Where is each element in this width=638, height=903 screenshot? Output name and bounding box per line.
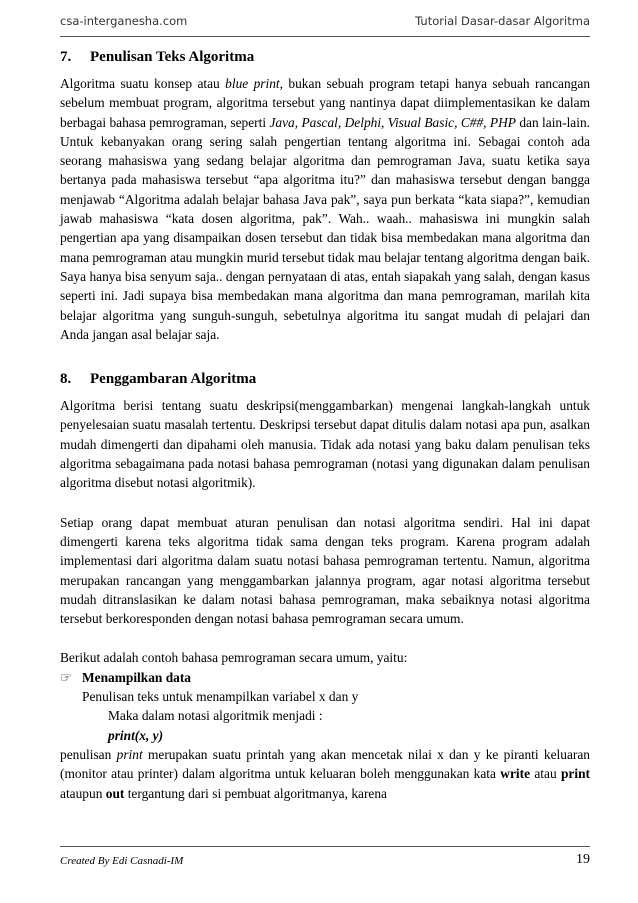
italic-text: Java, Pascal, Delphi, Visual Basic, C##, PHP xyxy=(269,114,516,130)
code-example: print(x, y) xyxy=(108,727,164,743)
text-run: bukan sebuah program tetapi hanya sebuah rancangan sebelum membuat program, algoritma tersebut yang nantinya dapat diimplementasikan ke dalam berbagai bahasa pemrograman, seperti xyxy=(60,76,591,130)
page-header xyxy=(60,14,590,32)
footer-divider xyxy=(60,846,590,847)
section-8-closing-paragraph xyxy=(60,745,590,803)
notation-line: Maka dalam notasi algoritmik menjadi : xyxy=(108,708,323,724)
section-7-title: Penulisan Teks Algoritma xyxy=(90,49,255,65)
section-8-number: 8. xyxy=(60,371,72,388)
text-run: tergantung dari si pembuat algoritmanya, karena xyxy=(124,785,387,801)
header-divider xyxy=(60,36,590,37)
page-number: 19 xyxy=(576,852,590,867)
bold-text: write xyxy=(500,766,531,782)
text-run: Algoritma suatu konsep atau xyxy=(60,76,226,91)
footer-author: Created By Edi Casnadi-IM xyxy=(60,855,184,867)
bold-text: print xyxy=(560,766,590,782)
section-7-paragraph xyxy=(60,74,590,344)
bullet-description: Penulisan teks untuk menampilkan variabel x dan y xyxy=(82,689,359,705)
header-site: csa-interganesha.com xyxy=(60,14,188,28)
section-8-paragraph-1: Algoritma berisi tentang suatu deskripsi(menggambarkan) mengenai langkah-langkah untuk penyelesaian suatu masalah tertentu. Deskripsi tersebut dapat ditulis dalam notasi apa pun, asalkan mudah dimengerti dan dipahami oleh manusia. Tidak ada notasi yang baku dalam penulisan teks algoritma sebagaimana pada notasi bahasa pemrograman (notasi yang digunakan dalam penulisan algoritma disebut notasi algoritmik). xyxy=(60,398,590,491)
bullet-item xyxy=(60,668,590,687)
text-run: merupakan suatu printah yang akan mencetak nilai x dan y ke piranti keluaran (monitor atau printer) dalam algoritma untuk keluaran boleh menggunakan kata xyxy=(60,746,590,782)
section-8-intro: Berikut adalah contoh bahasa pemrograman secara umum, yaitu: xyxy=(60,650,408,666)
section-7-number: 7. xyxy=(60,49,72,65)
section-8-paragraph-2: Setiap orang dapat membuat aturan penulisan dan notasi algoritma sendiri. Hal ini dapat dimengerti karena teks algoritma tidak sama dengan teks program. Karena program adalah implementasi dari algoritma dalam suatu notasi bahasa pemrograman tertentu. Namun, algoritma merupakan rancangan yang menggambarkan jalannya program, agar notasi algoritma tersebut mudah ditranslasikan ke dalam notasi bahasa pemrograman, maka sebaiknya notasi algoritma tersebut berkoresponden dengan notasi bahasa pemrograman secara umum. xyxy=(60,514,590,627)
section-8-heading xyxy=(60,368,590,390)
text-run: dan lain-lain. Untuk kebanyakan orang sering salah pengertian tentang algoritma ini. Sebagai contoh ada seorang mahasiswa yang sedang belajar algoritma dan pemrograman Java, suatu ketika saya bertanya pada mahasiswa tersebut “apa algoritma itu?” dan mahasiswa tersebut dengan bangga menjawab “Algoritma adalah belajar bahasa Java pak”, saya pun berkata “kata siapa?”, kemudian jawab mahasiswa “kata dosen algoritma, pak”. Wah.. waah.. mahasiswa ini mungkin salah pengertian apa yang disampaikan dosen tersebut dan tidak bisa membedakan mana algoritma dan mana pemrograman atau mungkin murid tersebut tidak mau belajar tentang algoritma dengan baik. Saya hanya bisa senyum saja.. dengan pernyataan di atas, entah siapakah yang salah, dengan kasus seperti ini. Jadi supaya bisa membedakan mana algoritma dan mana pemrograman, marilah kita belajar algoritma yang sunguh-sunguh, sebetulnya algoritma itu sangat mudah di pelajari dan Anda jangan asal belajar saja. xyxy=(60,114,590,342)
bold-text: out xyxy=(105,785,125,801)
italic-text: print xyxy=(116,746,143,762)
bullet-title: Menampilkan data xyxy=(82,669,192,685)
content xyxy=(60,46,590,803)
header-title: Tutorial Dasar-dasar Algoritma xyxy=(415,14,590,28)
page-footer xyxy=(60,852,590,872)
text-run: ataupun xyxy=(60,785,106,801)
text-run: penulisan xyxy=(60,746,117,762)
text-run: atau xyxy=(530,766,561,782)
section-7-heading xyxy=(60,46,590,68)
section-8-title: Penggambaran Algoritma xyxy=(90,371,257,388)
italic-text: blue print, xyxy=(225,76,284,91)
pointing-hand-icon: ☞ xyxy=(60,669,73,685)
